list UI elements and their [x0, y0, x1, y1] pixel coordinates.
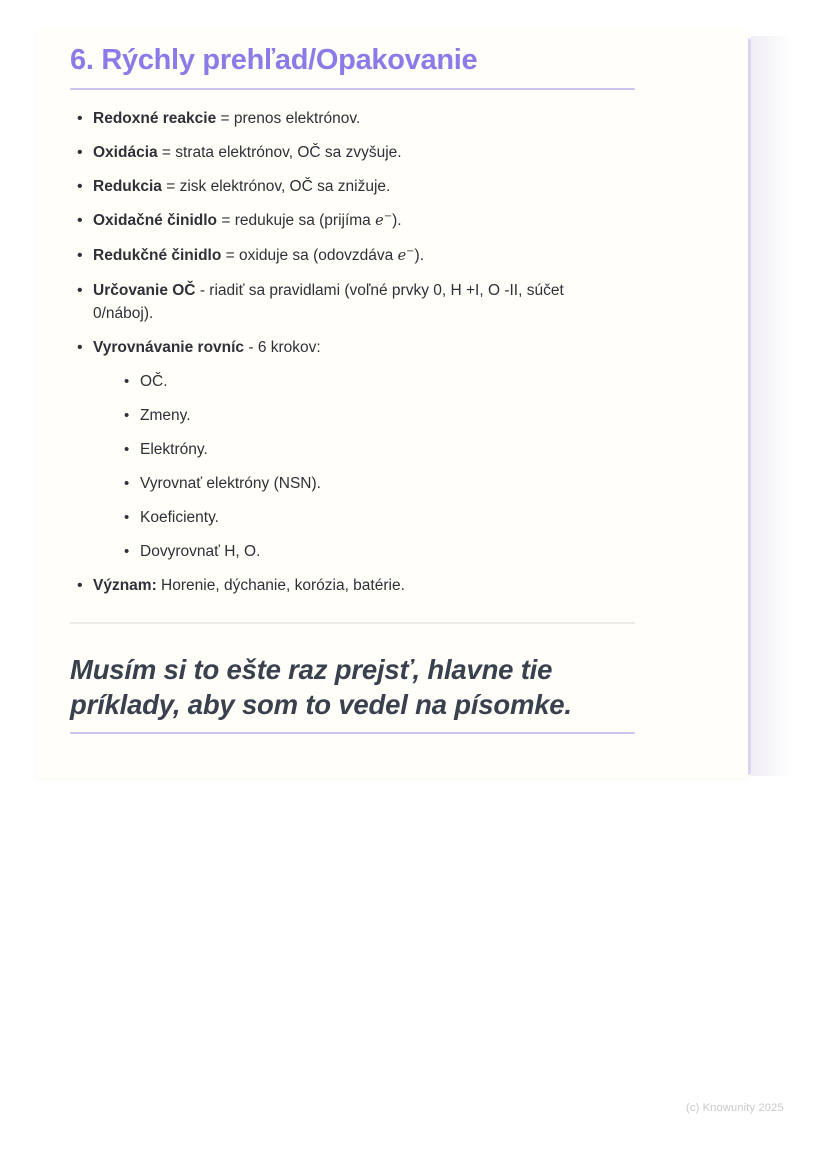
definition-end: ).	[414, 247, 425, 264]
definition: Horenie, dýchanie, korózia, batérie.	[156, 577, 405, 594]
next-page-edge	[751, 36, 793, 776]
sublist-item: • OČ.	[120, 370, 590, 393]
definition: - riadiť sa pravidlami (voľné prvky 0, H +I, O -II, súčet 0/náboj).	[93, 282, 564, 322]
term: Oxidácia	[93, 144, 158, 161]
list-item	[70, 336, 590, 563]
term: Význam:	[93, 577, 157, 594]
list-item	[70, 244, 590, 268]
list-item	[70, 107, 590, 130]
definition: = zisk elektrónov, OČ sa znižuje.	[161, 178, 391, 195]
list-item	[70, 141, 590, 164]
sublist-item: • Dovyrovnať H, O.	[120, 540, 590, 563]
definition: - 6 krokov:	[244, 339, 321, 356]
quote-underline	[70, 732, 635, 734]
sublist-item: • Elektróny.	[120, 438, 590, 461]
definition-end: ).	[392, 212, 402, 229]
sublist-item: • Zmeny.	[120, 404, 590, 427]
term: Oxidačné činidlo	[93, 212, 218, 229]
summary-list	[70, 107, 708, 597]
personal-note-quote: Musím si to ešte raz prejsť, hlavne tie príklady, aby som to vedel na písomke.	[70, 654, 572, 720]
term: Redukčné činidlo	[93, 247, 222, 264]
sublist-item: • Koeficienty.	[120, 506, 590, 529]
steps-sublist	[120, 370, 590, 563]
electron-charge-superscript: −	[406, 245, 415, 257]
section-divider	[70, 622, 635, 624]
term: Určovanie OČ	[93, 282, 196, 299]
definition: = prenos elektrónov.	[216, 110, 361, 127]
electron-symbol: e	[397, 248, 407, 264]
definition: = oxiduje sa (odovzdáva	[221, 247, 398, 264]
title-underline	[70, 88, 635, 90]
list-item	[70, 574, 590, 597]
electron-symbol: e	[375, 213, 384, 229]
note-page	[38, 30, 748, 778]
list-item	[70, 209, 590, 233]
term: Vyrovnávanie rovníc	[93, 339, 245, 356]
definition: = strata elektrónov, OČ sa zvyšuje.	[157, 144, 402, 161]
page-title: 6. Rýchly prehľad/Opakovanie	[70, 44, 478, 76]
list-item	[70, 175, 590, 198]
term: Redoxné reakcie	[93, 110, 217, 127]
electron-charge-superscript: −	[383, 210, 393, 222]
list-item	[70, 279, 590, 325]
term: Redukcia	[93, 178, 162, 195]
sublist-item: • Vyrovnať elektróny (NSN).	[120, 472, 590, 495]
definition: = redukuje sa (prijíma	[217, 212, 376, 229]
copyright-footer: (c) Knowunity 2025	[686, 1102, 784, 1114]
